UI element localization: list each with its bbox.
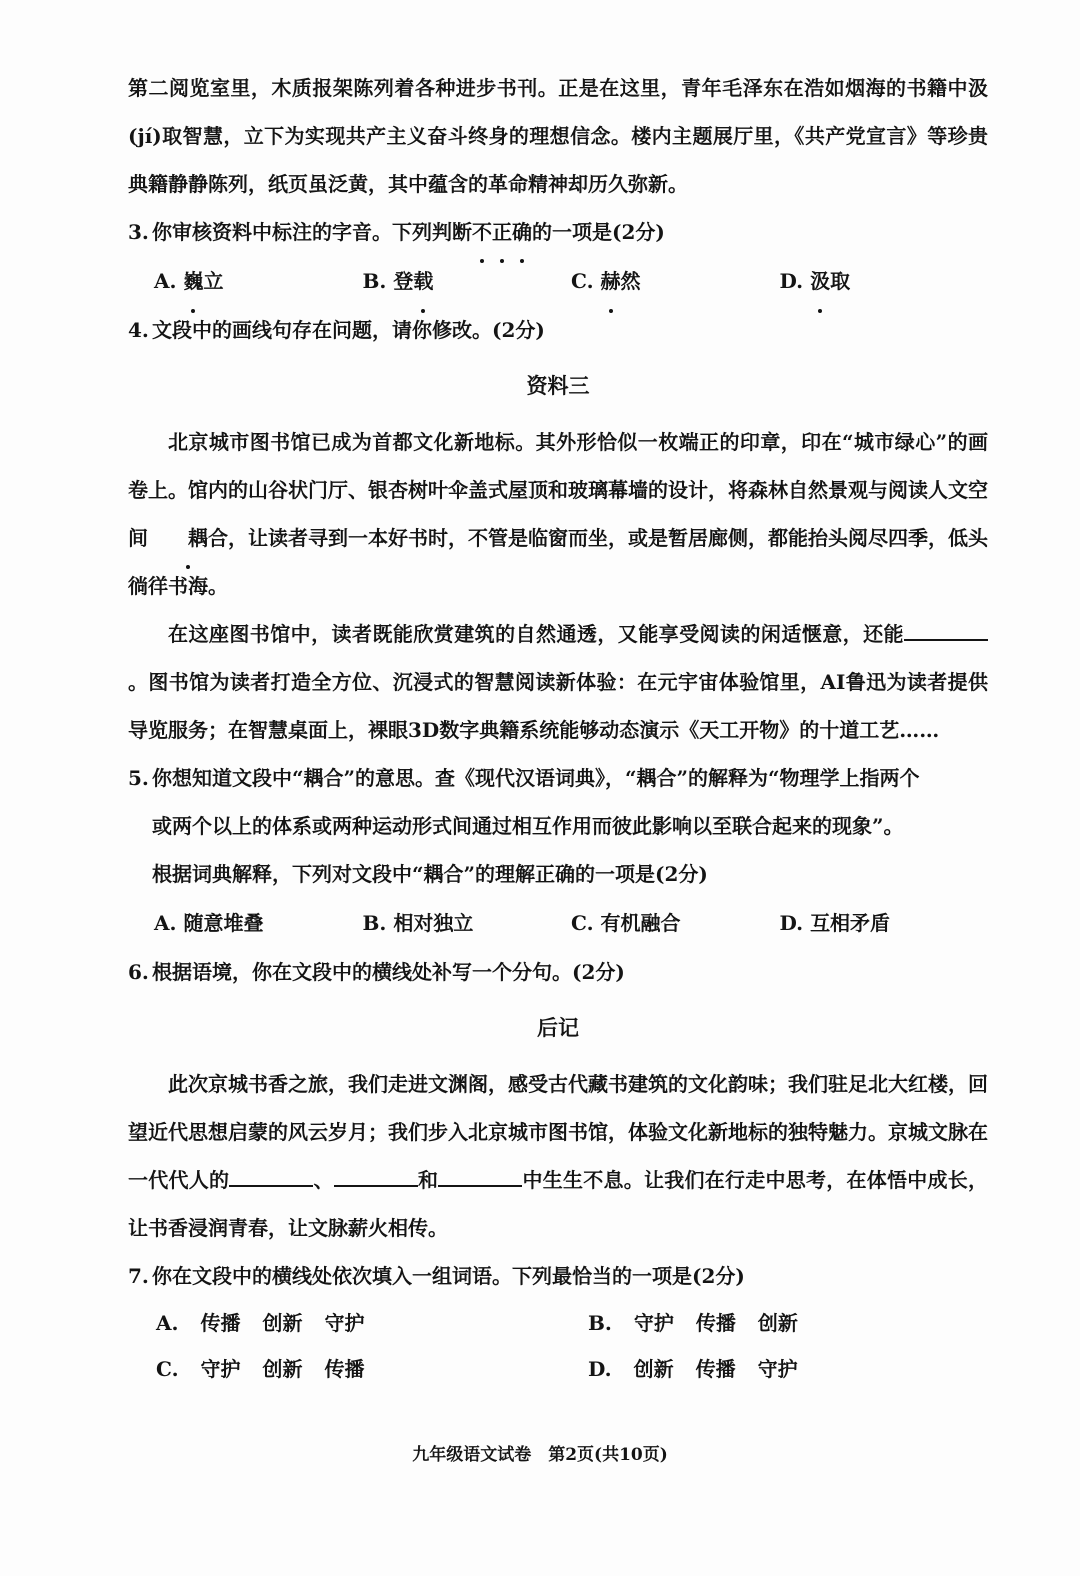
section-title-3: 资料三	[526, 373, 590, 398]
q7-option-d[interactable]: D. 创新 传播 守护	[588, 1357, 798, 1381]
emphasis-char: 不	[472, 208, 492, 256]
q7-option-b[interactable]: B. 守护 传播 创新	[588, 1311, 798, 1335]
question-3: 3. 你审核资料中标注的字音。下列判断不正确的一项是(2分)	[128, 208, 988, 256]
fill-blank-1[interactable]	[229, 1167, 313, 1187]
q7-option-a[interactable]: A. 传播 创新 守护	[156, 1311, 365, 1335]
question-6: 6. 根据语境，你在文段中的横线处补写一个分句。(2分)	[128, 960, 625, 984]
fill-blank-2[interactable]	[334, 1167, 418, 1187]
q5-option-a[interactable]: A. 随意堆叠	[154, 911, 264, 935]
q5-option-b[interactable]: B. 相对独立	[362, 911, 474, 935]
q3-option-b[interactable]: B. 登载	[363, 256, 572, 306]
question-5: 5. 你想知道文段中“耦合”的意思。查《现代汉语词典》，“耦合”的解释为“物理学上指两个	[128, 766, 920, 790]
q5-options	[128, 898, 988, 948]
q3-option-a[interactable]: A. 巍立	[154, 256, 363, 306]
question-4: 4. 文段中的画线句存在问题，请你修改。(2分)	[128, 318, 545, 342]
q7-options	[128, 1300, 988, 1392]
passage-top: 第二阅览室里，木质报架陈列着各种进步书刊。正是在这里，青年毛泽东在浩如烟海的书籍中汲(jí)取智慧，立下为实现共产主义奋斗终身的理想信念。楼内主题展厅里，《共产党宣言》等珍贵典籍静静陈列，纸页虽泛黄，其中蕴含的革命精神却历久弥新。	[128, 76, 988, 196]
q7-option-c[interactable]: C. 守护 创新 传播	[156, 1357, 365, 1381]
emphasis-char: 正	[492, 208, 512, 256]
fill-blank[interactable]	[904, 621, 988, 641]
q3-option-c[interactable]: C. 赫然	[571, 256, 780, 306]
question-7: 7. 你在文段中的横线处依次填入一组词语。下列最恰当的一项是(2分)	[128, 1264, 745, 1288]
q3-option-d[interactable]: D. 汲取	[780, 256, 989, 306]
q5-option-c[interactable]: C. 有机融合	[571, 911, 681, 935]
section-title-afterword: 后记	[537, 1015, 579, 1040]
emphasis-char: 确	[512, 208, 532, 256]
fill-blank-3[interactable]	[438, 1167, 522, 1187]
section3-paragraph-1: 北京城市图书馆已成为首都文化新地标。其外形恰似一枚端正的印章，印在“城市绿心”的画卷上。馆内的山谷状门厅、银杏树叶伞盖式屋顶和玻璃幕墙的设计，将森林自然景观与阅读人文空间 耦合，让读者寻到一本好书时，不管是临窗而坐，或是暂居廊侧，都能抬头阅尽四季，低头徜徉书海。	[128, 430, 988, 598]
emphasis-word: 耦合	[148, 514, 228, 562]
q5-option-d[interactable]: D. 互相矛盾	[779, 911, 891, 935]
q3-options	[128, 256, 988, 306]
question-number: 3.	[128, 220, 149, 244]
afterword-paragraph: 此次京城书香之旅，我们走进文渊阁，感受古代藏书建筑的文化韵味；我们驻足北大红楼，回望近代思想启蒙的风云岁月；我们步入北京城市图书馆，体验文化新地标的独特魅力。京城文脉在一代代人的 、 和 中生生不息。让我们在行走中思考，在体悟中成长，让书香浸润青春，让文脉薪火相传。	[128, 1072, 988, 1240]
exam-page: 第二阅览室里，木质报架陈列着各种进步书刊。正是在这里，青年毛泽东在浩如烟海的书籍中汲(jí)取智慧，立下为实现共产主义奋斗终身的理想信念。楼内主题展厅里，《共产党宣言》等珍贵典籍静静陈列，纸页虽泛黄，其中蕴含的革命精神却历久弥新。 3. 你审核资料中标注的字音。下列判断不正确的一项是(2分) A. 巍立 B. 登载 C. 赫然 D. 汲取 4. 文段中的画线句存在问题，请你修改。(2分) 资料三 北京城市图书馆已成为首都文化新地标。其外形恰似一枚端正的印章，印在“城市绿心”的画卷上。馆内的山谷状门厅、银杏树叶伞盖式屋顶和玻璃幕墙的设计，将森林自然景观与阅读人文空间 耦合，让读者寻到一本好书时，不管是临窗而坐，或是暂居廊侧，都能抬头阅尽四季，低头徜徉书海。 在这座图书馆中，读者既能欣赏建筑的自然通透，又能享受阅读的闲适惬意，还能。图书馆为读者打造全方位、沉浸式的智慧阅读新体验：在元宇宙体验馆里，AI鲁迅为读者提供导览服务；在智慧桌面上，裸眼3D数字典籍系统能够动态演示《天工开物》的十道工艺…… 5. 你想知道文段中“耦合”的意思。查《现代汉语词典》，“耦合”的解释为“物理学上指两个 或两个以上的体系或两种运动形式间通过相互作用而彼此影响以至联合起来的现象”。 根据词典解释，下列对文段中“耦合”的理解正确的一项是(2分) A. 随意堆叠 B. 相对独立 C. 有机融合 D. 互相矛盾 6. 根据语境，你在文段中的横线处补写一个分句。(2分) 后记 此次京城书香之旅，我们走进文渊阁，感受古代藏书建筑的文化韵味；我们驻足北大红楼，回望近代思想启蒙的风云岁月；我们步入北京城市图书馆，体验文化新地标的独特魅力。京城文脉在一代代人的 、 和 中生生不息。让我们在行走中思考，在体悟中成长，让书香浸润青春，让文脉薪火相传。 7. 你在文段中的横线处依次填入一组词语。下列最恰当的一项是(2分) A. 传播 创新 守护 B. 守护 传播 创新 C. 守护 创新 传播 D. 创新 传播 守护 九年级语文试卷 第2页(共10页)	[0, 0, 1080, 1576]
section3-paragraph-2: 在这座图书馆中，读者既能欣赏建筑的自然通透，又能享受阅读的闲适惬意，还能。图书馆为读者打造全方位、沉浸式的智慧阅读新体验：在元宇宙体验馆里，AI鲁迅为读者提供导览服务；在智慧桌面上，裸眼3D数字典籍系统能够动态演示《天工开物》的十道工艺……	[128, 622, 988, 742]
page-footer: 九年级语文试卷 第2页(共10页)	[412, 1445, 668, 1465]
